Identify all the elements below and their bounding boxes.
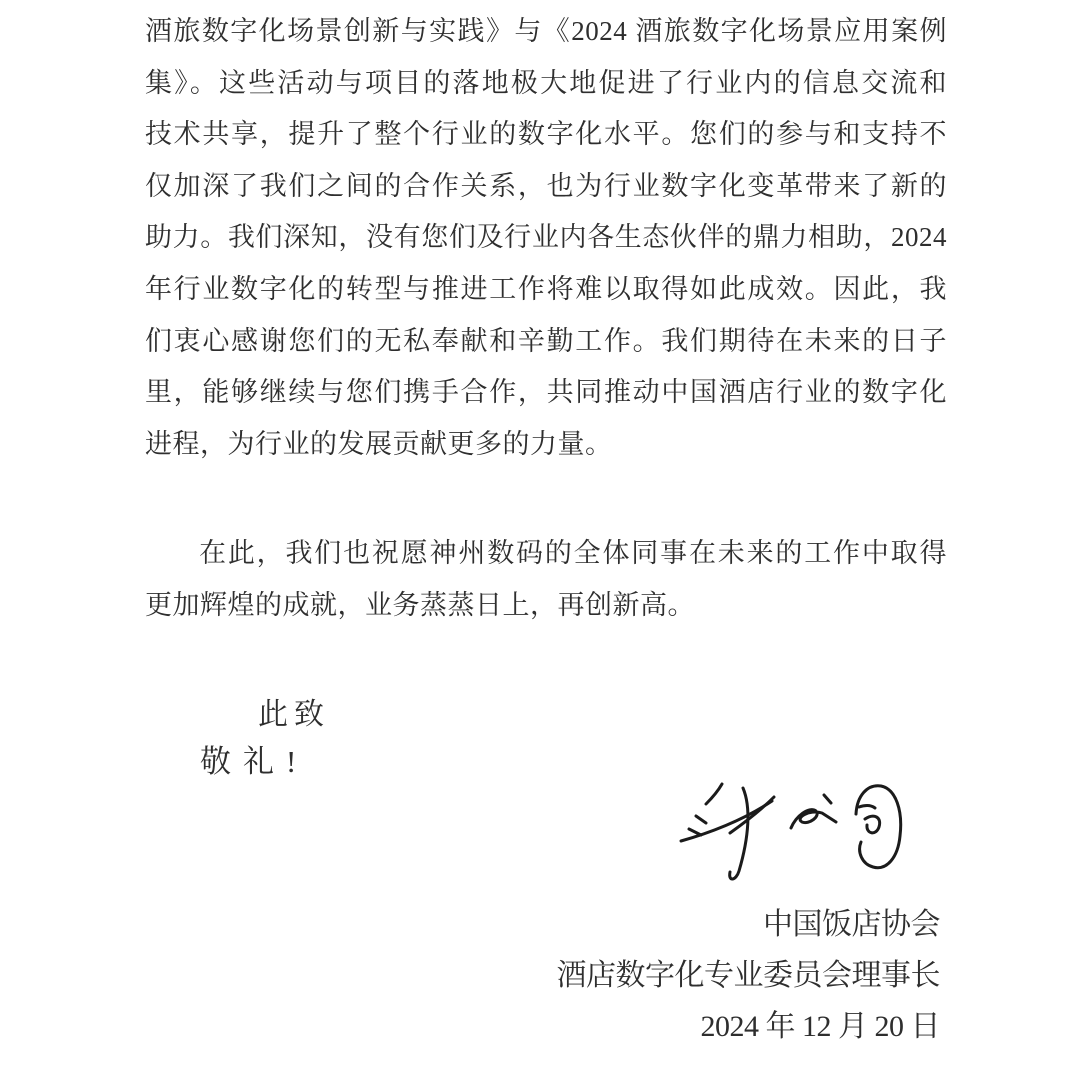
letter-paragraph-1 — [145, 6, 947, 470]
signoff-organization: 中国饭店协会 — [763, 908, 940, 941]
handwritten-signature — [660, 770, 920, 900]
letter-line: 年行业数字化的转型与推进工作将难以取得如此成效。因此，我 — [145, 273, 947, 304]
letter-line: 仅加深了我们之间的合作关系，也为行业数字化变革带来了新的 — [145, 170, 947, 201]
letter-line: 酒旅数字化场景创新与实践》与《2024 酒旅数字化场景应用案例 — [145, 16, 947, 46]
letter-line: 们衷心感谢您们的无私奉献和辛勤工作。我们期待在未来的日子 — [145, 325, 947, 356]
closing-jingli: 敬礼! — [200, 744, 309, 779]
letter-paragraph-2 — [145, 528, 947, 631]
letter-line: 进程，为行业的发展贡献更多的力量。 — [145, 428, 613, 459]
closing-cizhi: 此致 — [258, 698, 330, 731]
letter-line: 在此，我们也祝愿神州数码的全体同事在未来的工作中取得 — [199, 538, 947, 568]
signoff-block — [557, 899, 941, 1052]
signoff-date: 2024 年 12 月 20 日 — [700, 1010, 940, 1043]
letter-line: 技术共享，提升了整个行业的数字化水平。您们的参与和支持不 — [145, 119, 947, 150]
signature-strokes-icon — [660, 770, 920, 900]
letter-line: 助力。我们深知，没有您们及行业内各生态伙伴的鼎力相助，2024 — [145, 222, 947, 253]
letter-line: 更加辉煌的成就，业务蒸蒸日上，再创新高。 — [145, 589, 695, 620]
letter-line: 集》。这些活动与项目的落地极大地促进了行业内的信息交流和 — [145, 67, 947, 98]
letter-line: 里，能够继续与您们携手合作，共同推动中国酒店行业的数字化 — [145, 377, 947, 408]
signoff-title: 酒店数字化专业委员会理事长 — [556, 959, 940, 992]
